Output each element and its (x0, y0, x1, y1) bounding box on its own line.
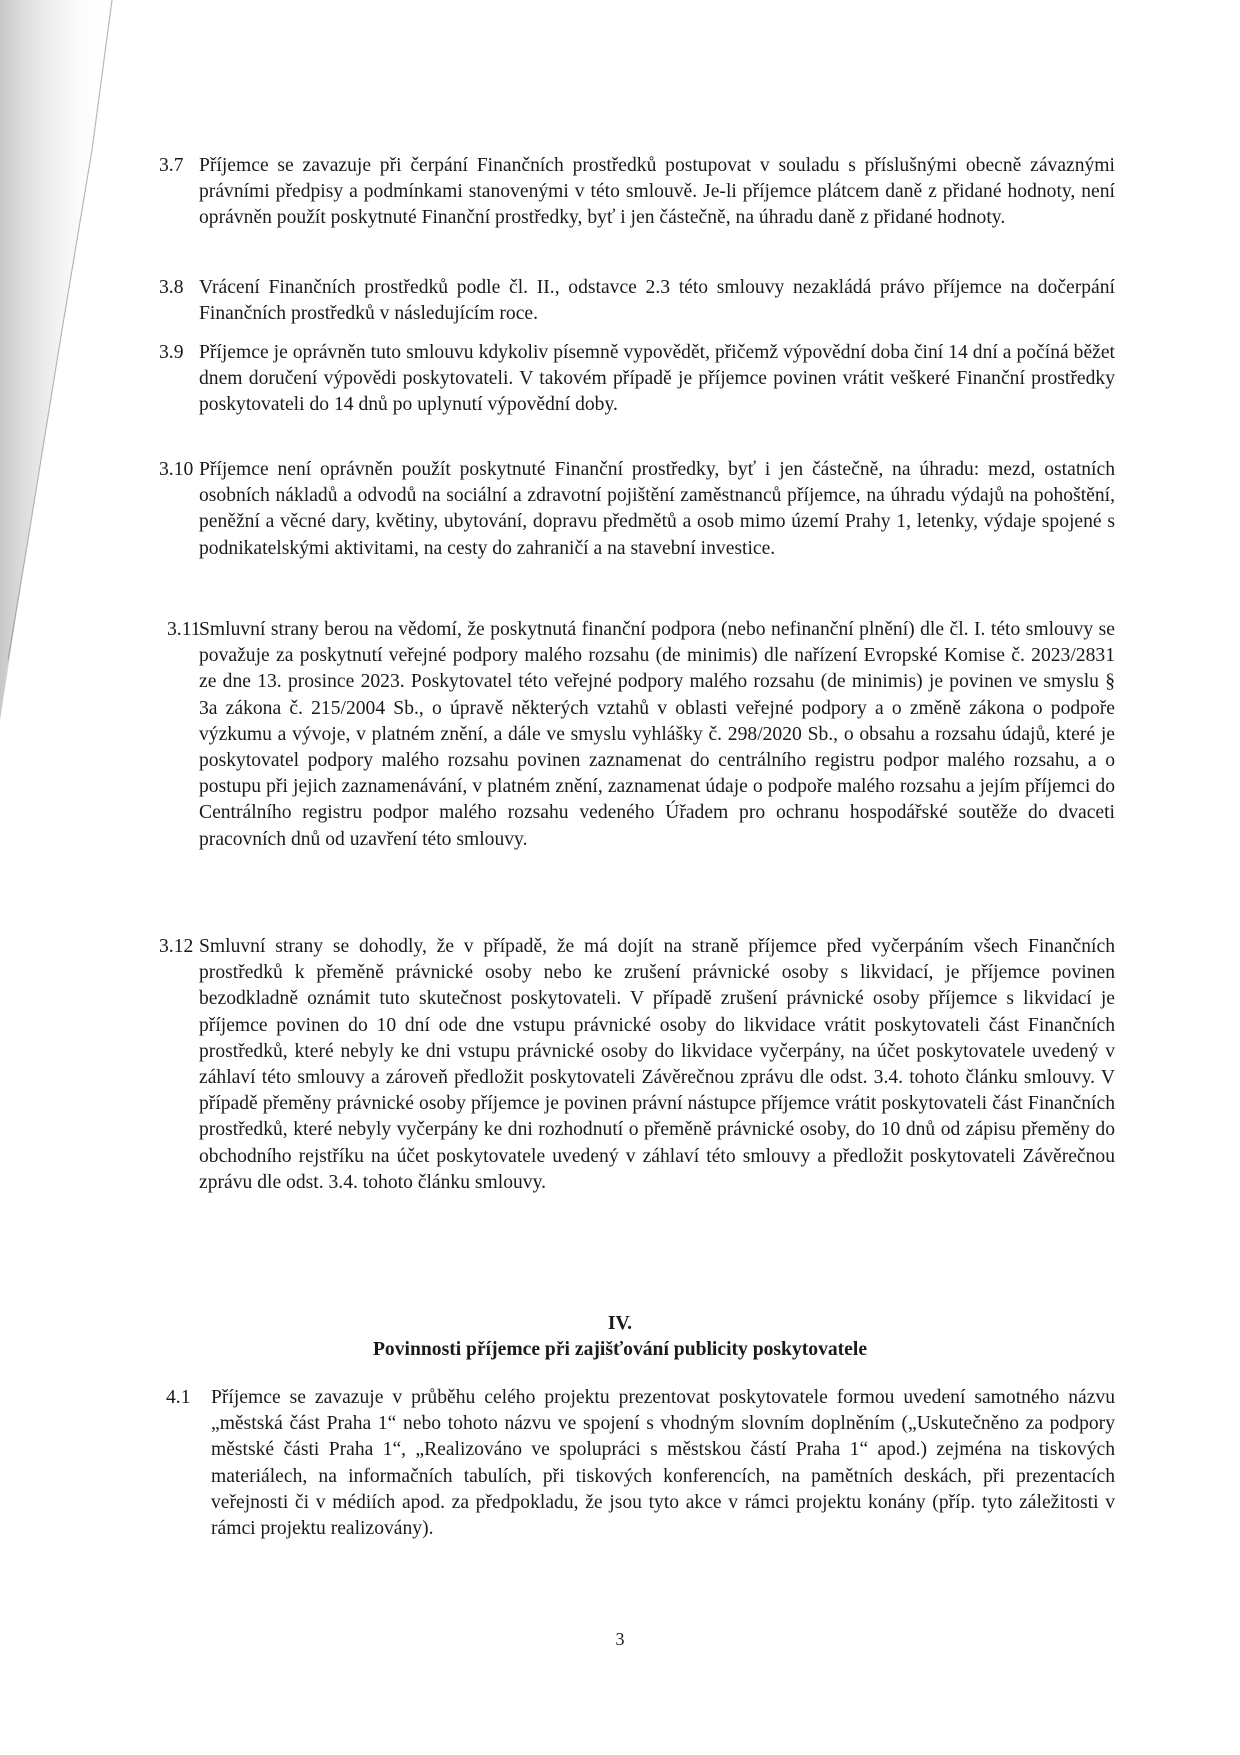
paragraph-number: 3.12 (159, 936, 194, 957)
paragraph-3-8 (159, 275, 1115, 327)
page-number: 3 (615, 1629, 625, 1649)
paragraph-text: Příjemce se zavazuje v průběhu celého projektu prezentovat poskytovatele formou uvedení samotného názvu „městská část Praha 1“ nebo tohoto názvu ve spojení s vhodným slovním doplněním („Uskutečněno za podpory městské části Praha 1“, „Realizováno ve spolupráci s městskou částí Praha 1“ apod.) zejména na tiskových materiálech, na informačních tabulích, při tiskových konferencích, na pamětních deskách, při prezentacích veřejnosti či v médiích apod. za předpokladu, že jsou tyto akce v rámci projektu konány (příp. tyto záležitosti v rámci projektu realizovány). (211, 1387, 1115, 1540)
scan-edge-shadow (0, 0, 130, 760)
paragraph-number: 4.1 (166, 1387, 191, 1408)
paragraph-text: Smluvní strany se dohodly, že v případě, že má dojít na straně příjemce před vyčerpáním všech Finančních prostředků k přeměně právnické osoby nebo ke zrušení právnické osoby s likvidací, je příjemce povinen bezodkladně oznámit tuto skutečnost poskytovateli. V případě zrušení právnické osoby příjemce s likvidací je příjemce povinen do 10 dní ode dne vstupu právnické osoby do likvidace vrátit poskytovateli část Finančních prostředků, které nebyly ke dni vstupu právnické osoby do likvidace vyčerpány, na účet poskytovatele uvedený v záhlaví této smlouvy a zároveň předložit poskytovateli Závěrečnou zprávu dle odst. 3.4. tohoto článku smlouvy. V případě přeměny právnické osoby příjemce je povinen právní nástupce příjemce vrátit poskytovateli část Finančních prostředků, které nebyly vyčerpány ke dni rozhodnutí o přeměně právnické osoby, do 10 dnů od zápisu přeměny do obchodního rejstříku na účet poskytovatele uvedený v záhlaví této smlouvy a předložit poskytovateli Závěrečnou zprávu dle odst. 3.4. tohoto článku smlouvy. (199, 936, 1115, 1193)
paragraph-number: 3.8 (159, 277, 184, 298)
paragraph-text: Příjemce se zavazuje při čerpání Finančních prostředků postupovat v souladu s příslušnými obecně závaznými právními předpisy a podmínkami stanovenými v této smlouvě. Je-li příjemce plátcem daně z přidané hodnoty, není oprávněn použít poskytnuté Finanční prostředky, byť i jen částečně, na úhradu daně z přidané hodnoty. (199, 155, 1115, 229)
paragraph-number: 3.9 (159, 342, 184, 363)
paragraph-text: Příjemce je oprávněn tuto smlouvu kdykoliv písemně vypovědět, přičemž výpovědní doba činí 14 dní a počíná běžet dnem doručení výpovědi poskytovateli. V takovém případě je příjemce povinen vrátit veškeré Finanční prostředky poskytovateli do 14 dnů po uplynutí výpovědní doby. (199, 342, 1115, 416)
paragraph-4-1 (166, 1385, 1115, 1542)
paragraph-3-12 (159, 934, 1115, 1196)
paragraph-3-7 (159, 153, 1115, 232)
paragraph-text: Příjemce není oprávněn použít poskytnuté Finanční prostředky, byť i jen částečně, na úhradu: mezd, ostatních osobních nákladů a odvodů na sociální a zdravotní pojištění zaměstnanců příjemce, na úhradu výdajů na pohoštění, peněžní a věcné dary, květiny, ubytování, dopravu předmětů a osob mimo území Prahy 1, letenky, výdaje spojené s podnikatelskými aktivitami, na cesty do zahraničí a na stavební investice. (199, 459, 1115, 559)
paragraph-3-9 (159, 340, 1115, 419)
paragraph-number: 3.11 (167, 619, 201, 640)
paragraph-number: 3.10 (159, 459, 194, 480)
section-numeral: IV. (607, 1313, 633, 1334)
paragraph-3-10 (159, 457, 1115, 562)
paragraph-text: Vrácení Finančních prostředků podle čl. II., odstavce 2.3 této smlouvy nezakládá právo příjemce na dočerpání Finančních prostředků v následujícím roce. (199, 277, 1115, 325)
section-title: Povinnosti příjemce při zajišťování publicity poskytovatele (372, 1339, 868, 1360)
paragraph-number: 3.7 (159, 155, 184, 176)
paragraph-3-11 (167, 617, 1115, 853)
paragraph-text: Smluvní strany berou na vědomí, že poskytnutá finanční podpora (nebo nefinanční plnění) dle čl. I. této smlouvy se považuje za poskytnutí veřejné podpory malého rozsahu (de minimis) dle nařízení Evropské Komise č. 2023/2831 ze dne 13. prosince 2023. Poskytovatel této veřejné podpory malého rozsahu (de minimis) je povinen ve smyslu § 3a zákona č. 215/2004 Sb., o úpravě některých vztahů v oblasti veřejné podpory a o změně zákona o podpoře výzkumu a vývoje, v platném znění, a dále ve smyslu vyhlášky č. 298/2020 Sb., o obsahu a rozsahu údajů, které je poskytovatel podpory malého rozsahu povinen zaznamenat do centrálního registru podpor malého rozsahu, a o postupu při jejich zaznamenávání, v platném znění, zaznamenat údaje o podpoře malého rozsahu a jejím příjemci do Centrálního registru podpor malého rozsahu vedeného Úřadem pro ochranu hospodářské soutěže do dvaceti pracovních dnů od uzavření této smlouvy. (199, 619, 1115, 850)
